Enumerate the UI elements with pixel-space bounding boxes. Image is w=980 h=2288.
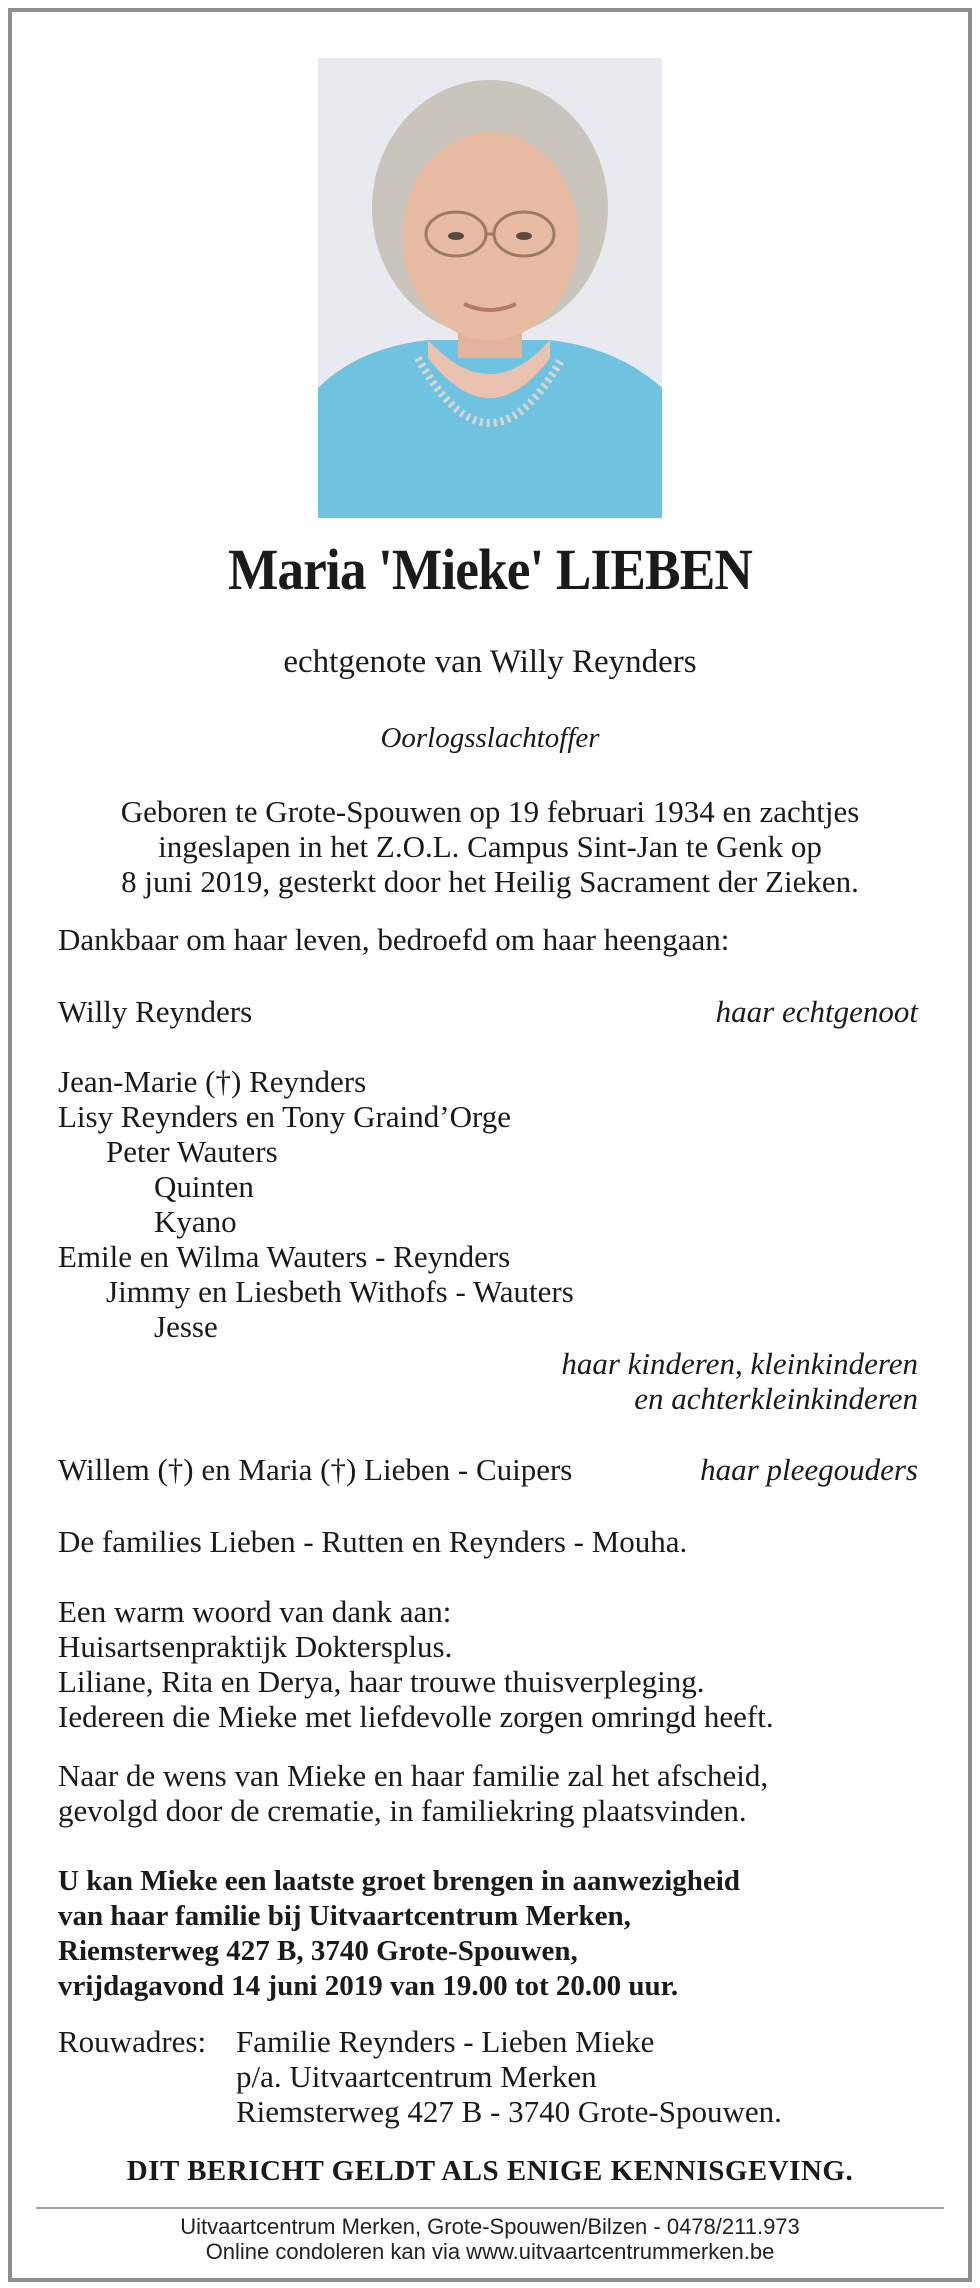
family-member: Jimmy en Liesbeth Withofs - Wauters bbox=[106, 1274, 574, 1309]
footer bbox=[0, 2214, 980, 2264]
mourning-address bbox=[58, 2024, 922, 2129]
mourning-address-line: p/a. Uitvaartcentrum Merken bbox=[236, 2059, 597, 2094]
birth-death-paragraph bbox=[58, 794, 922, 899]
family-member: Quinten bbox=[154, 1169, 254, 1204]
spouse-line: echtgenote van Willy Reynders bbox=[283, 644, 697, 680]
mourning-address-line: Riemsterweg 427 B - 3740 Grote-Spouwen. bbox=[236, 2094, 782, 2129]
thanks-line: Huisartsenpraktijk Doktersplus. bbox=[58, 1629, 453, 1664]
family-member: Peter Wauters bbox=[106, 1134, 278, 1169]
family-list bbox=[58, 1064, 922, 1344]
husband-role: haar echtgenoot bbox=[715, 994, 918, 1029]
mourning-address-label: Rouwadres: bbox=[58, 2024, 207, 2059]
footer-line: Online condoleren kan via www.uitvaartcentrummerken.be bbox=[205, 2239, 775, 2264]
footer-divider bbox=[36, 2207, 944, 2209]
birth-death-line: Geboren te Grote-Spouwen op 19 februari 1934 en zachtjes bbox=[120, 794, 860, 829]
husband-name: Willy Reynders bbox=[58, 994, 253, 1029]
visit-paragraph bbox=[58, 1864, 922, 2004]
family-role-line: en achterkleinkinderen bbox=[634, 1381, 918, 1416]
family-role-line: haar kinderen, kleinkinderen bbox=[561, 1346, 918, 1381]
family-member: Kyano bbox=[154, 1204, 237, 1239]
families-line: De families Lieben - Rutten en Reynders - Mouha. bbox=[58, 1524, 688, 1559]
subtitle: Oorlogsslachtoffer bbox=[380, 722, 600, 754]
birth-death-line: ingeslapen in het Z.O.L. Campus Sint-Jan te Genk op bbox=[158, 829, 822, 864]
visit-line: vrijdagavond 14 juni 2019 van 19.00 tot 20.00 uur. bbox=[58, 1970, 679, 2002]
mourning-address-line: Familie Reynders - Lieben Mieke bbox=[236, 2024, 655, 2059]
husband-row bbox=[58, 994, 918, 1029]
family-role bbox=[58, 1346, 918, 1416]
farewell-paragraph bbox=[58, 1758, 922, 1828]
thanks-paragraph bbox=[58, 1594, 922, 1734]
family-member: Emile en Wilma Wauters - Reynders bbox=[58, 1239, 511, 1274]
visit-line: U kan Mieke een laatste groet brengen in aanwezigheid bbox=[58, 1865, 740, 1897]
portrait-photo bbox=[318, 58, 662, 518]
grateful-intro: Dankbaar om haar leven, bedroefd om haar heengaan: bbox=[58, 922, 730, 957]
family-member: Lisy Reynders en Tony Graind’Orge bbox=[58, 1099, 511, 1134]
fosters-name: Willem (†) en Maria (†) Lieben - Cuipers bbox=[58, 1452, 573, 1487]
footer-line: Uitvaartcentrum Merken, Grote-Spouwen/Bilzen - 0478/211.973 bbox=[180, 2214, 800, 2239]
birth-death-line: 8 juni 2019, gesterkt door het Heilig Sacrament der Zieken. bbox=[121, 864, 859, 899]
thanks-line: Een warm woord van dank aan: bbox=[58, 1594, 452, 1629]
thanks-line: Iedereen die Mieke met liefdevolle zorgen omringd heeft. bbox=[58, 1699, 774, 1734]
visit-line: van haar familie bij Uitvaartcentrum Merken, bbox=[58, 1900, 631, 1932]
family-member: Jean-Marie (†) Reynders bbox=[58, 1064, 367, 1099]
deceased-name: Maria 'Mieke' LIEBEN bbox=[227, 537, 753, 602]
family-member: Jesse bbox=[154, 1309, 218, 1344]
farewell-line: Naar de wens van Mieke en haar familie zal het afscheid, bbox=[58, 1758, 769, 1793]
thanks-line: Liliane, Rita en Derya, haar trouwe thuisverpleging. bbox=[58, 1664, 705, 1699]
fosters-role: haar pleegouders bbox=[700, 1452, 918, 1487]
visit-line: Riemsterweg 427 B, 3740 Grote-Spouwen, bbox=[58, 1935, 578, 1967]
notice-statement: DIT BERICHT GELDT ALS ENIGE KENNISGEVING. bbox=[126, 2155, 854, 2187]
farewell-line: gevolgd door de crematie, in familiekring plaatsvinden. bbox=[58, 1793, 747, 1828]
fosters-row bbox=[58, 1452, 918, 1487]
